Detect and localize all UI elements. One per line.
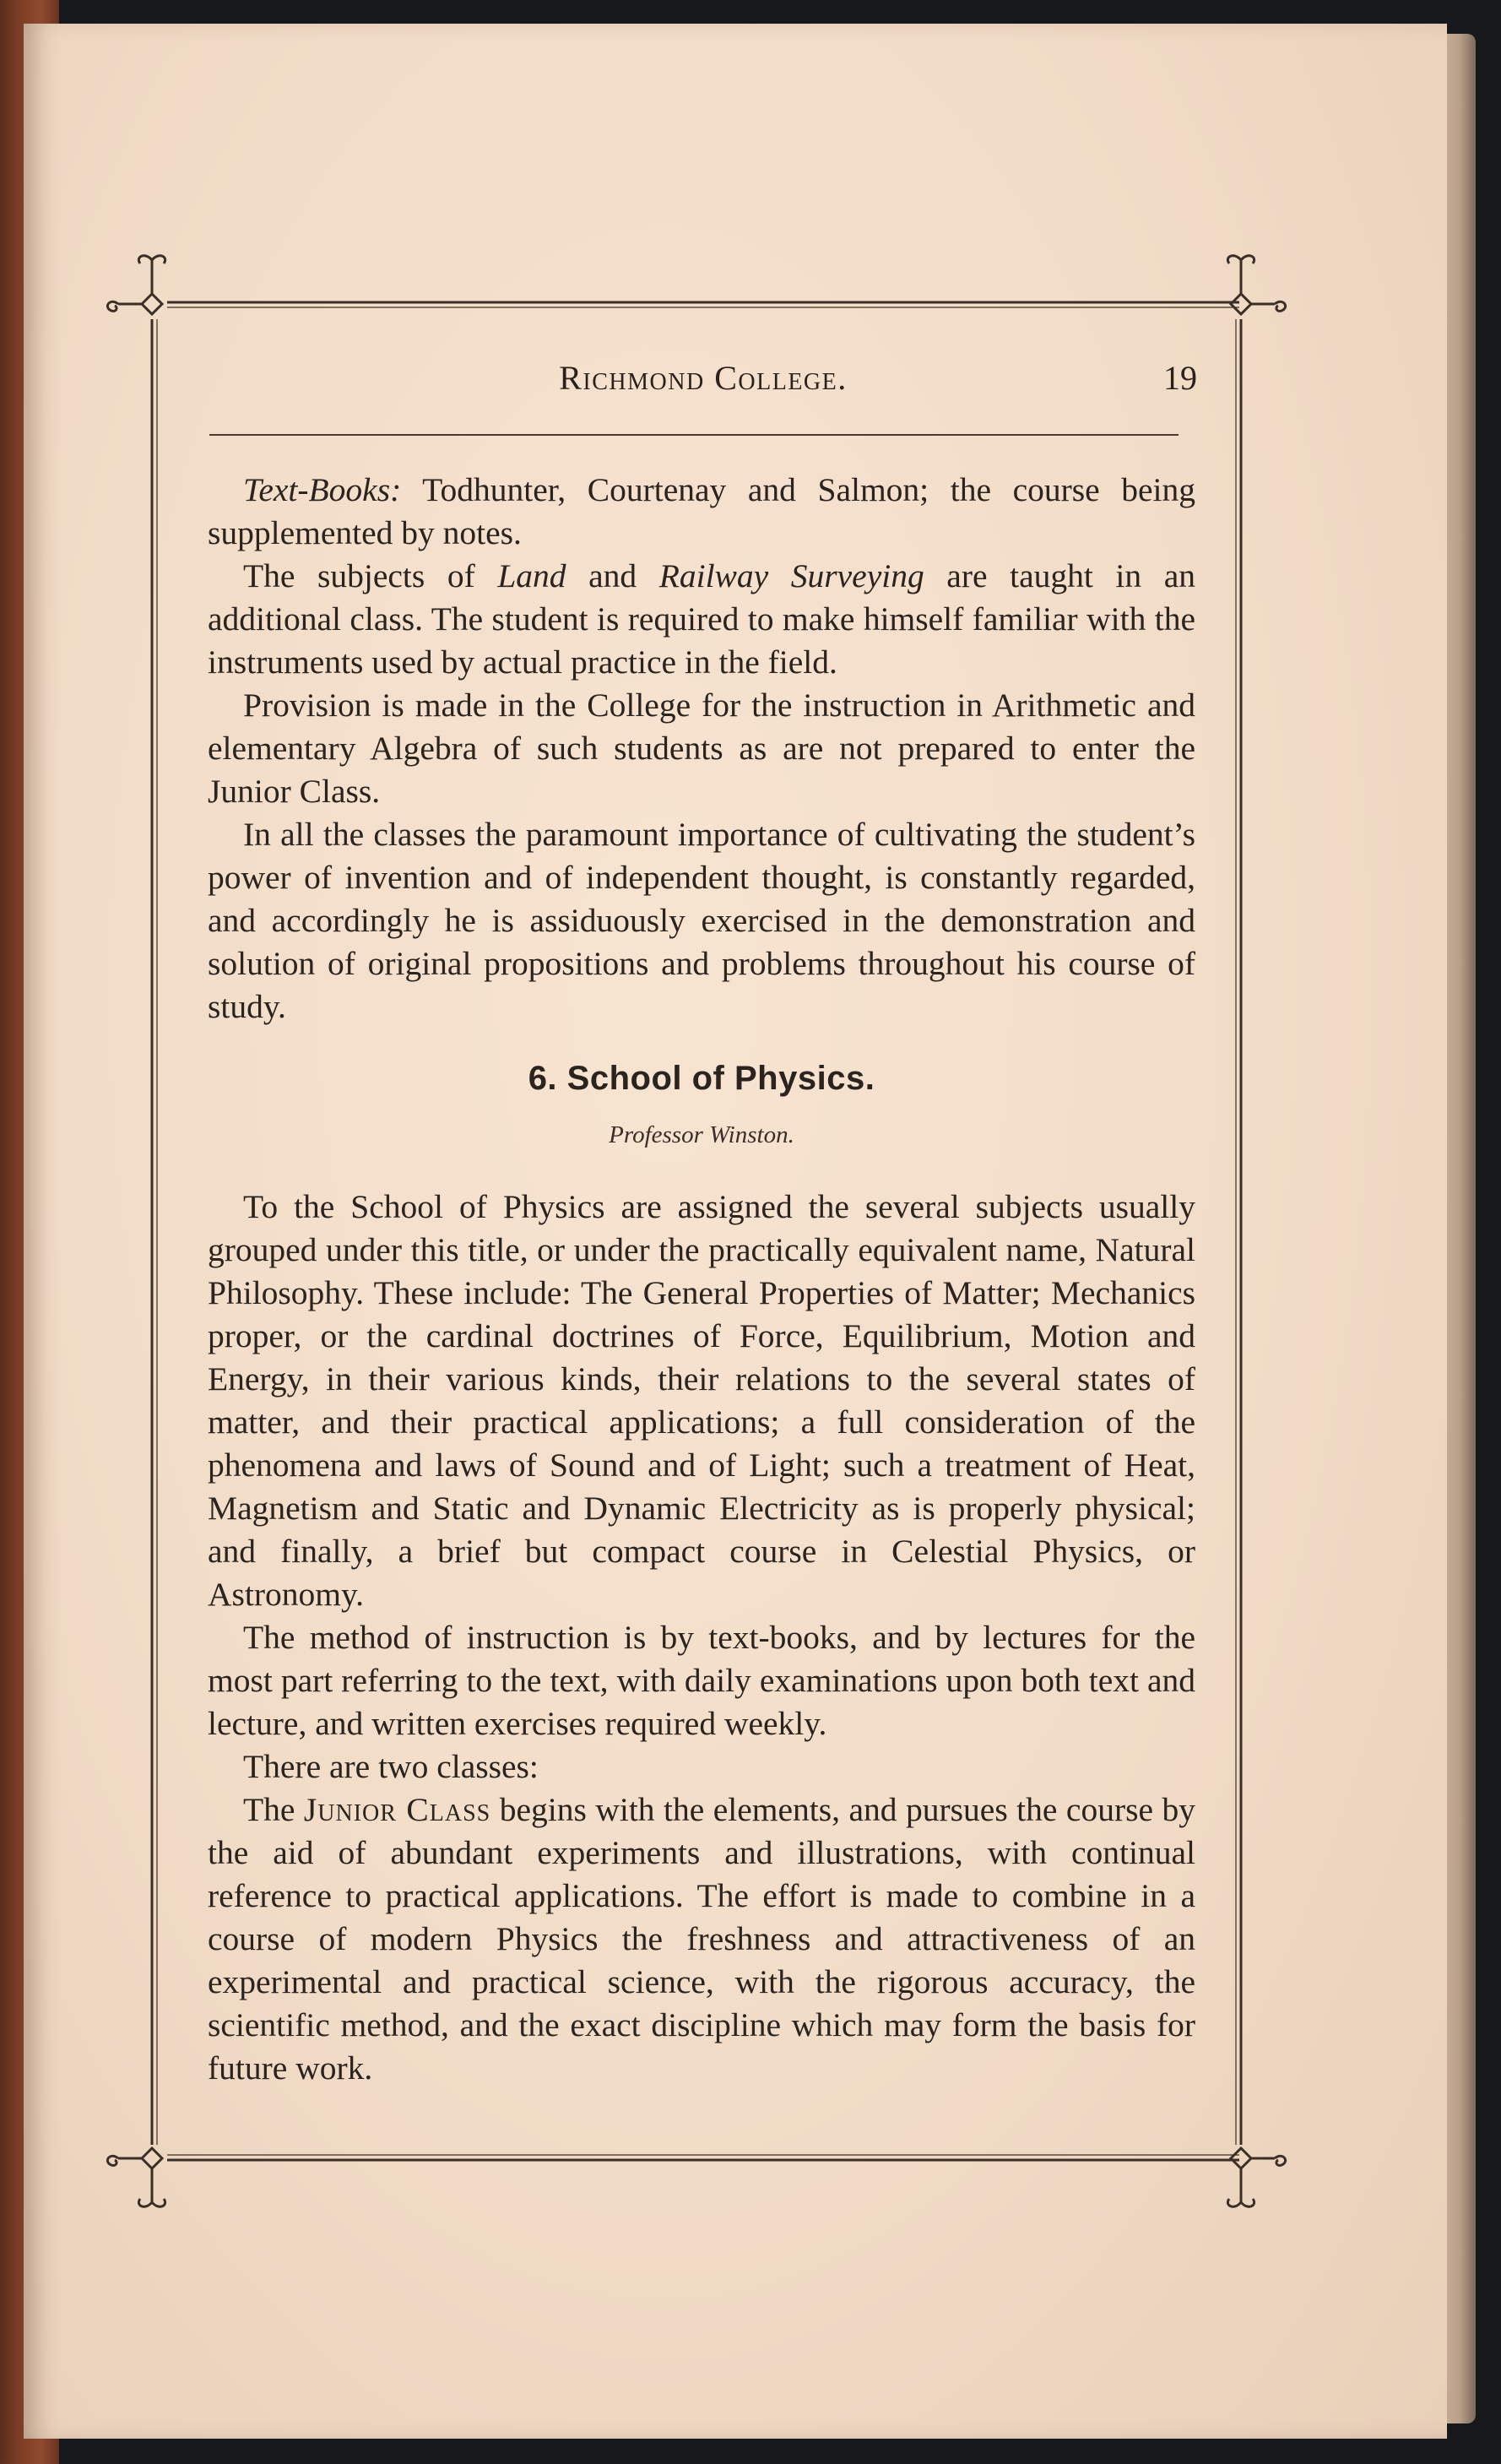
paragraph-classes-importance: In all the classes the paramount importance of cultivating the student’s power of invention and of independent thought, is constantly regarded, and accordingly he is assiduously exercised in the demonstration and solution of original propositions and problems throughout his course of study. (208, 816, 1195, 1025)
header-rule (209, 434, 1179, 436)
land-emphasis: Land (497, 557, 566, 594)
textbooks-label: Text-Books: (243, 471, 402, 508)
junior-text-b: begins with the elements, and pursues the course by the aid of abundant experiments and illustrations, with continual reference to practical applications. The effort is made to combine in a course of modern Physics the freshness and attractiveness of an experimental and practical science, with the rigorous accuracy, the scientific method, and the exact discipline which may form the basis for future work. (208, 1791, 1195, 2087)
paragraph-junior-class (208, 1788, 1195, 2090)
junior-text-a: The (243, 1791, 304, 1828)
section-heading: 6. School of Physics. (528, 1060, 875, 1097)
paragraph-physics-subjects: To the School of Physics are assigned the several subjects usually grouped under this title, or under the practically equivalent name, Natural Philosophy. These include: The General Properties of Matter; Mechanics proper, or the cardinal doctrines of Force, Equilibrium, Motion and Energy, in their various kinds, their relations to the several states of matter, and their practical applications; a full consideration of the phenomena and laws of Sound and of Light; such a treatment of Heat, Magnetism and Static and Dynamic Electricity as is properly physical; and finally, a brief but compact course in Celestial Physics, or Astronomy. (208, 1188, 1195, 1613)
paragraph-method: The method of instruction is by text-books, and by lectures for the most part referring to the text, with daily examinations upon both text and lecture, and written exercises required weekly. (208, 1619, 1195, 1742)
page-number: 19 (1163, 359, 1197, 397)
professor-line: Professor Winston. (609, 1121, 794, 1148)
paragraph-surveying (208, 555, 1195, 684)
paragraph-textbooks (208, 469, 1195, 555)
paragraph-provision: Provision is made in the College for the instruction in Arithmetic and elementary Algebra of such students as are not prepared to enter the Junior Class. (208, 687, 1195, 810)
paragraph-two-classes: There are two classes: (243, 1748, 539, 1785)
page-body (208, 469, 1195, 2090)
surveying-text-a: The subjects of (243, 557, 498, 594)
running-title: Richmond College. (559, 359, 848, 397)
surveying-text-c: are taught in an additional class. The student is required to make himself familiar with the instruments used by actual practice in the field. (208, 557, 1195, 681)
textbooks-text: Todhunter, Courtenay and Salmon; the course being supplemented by notes. (208, 471, 1195, 551)
junior-class-smallcaps: Junior Class (303, 1791, 491, 1828)
page-header (209, 353, 1197, 412)
surveying-text-b: and (566, 557, 659, 594)
railway-surveying-emphasis: Railway Surveying (658, 557, 924, 594)
